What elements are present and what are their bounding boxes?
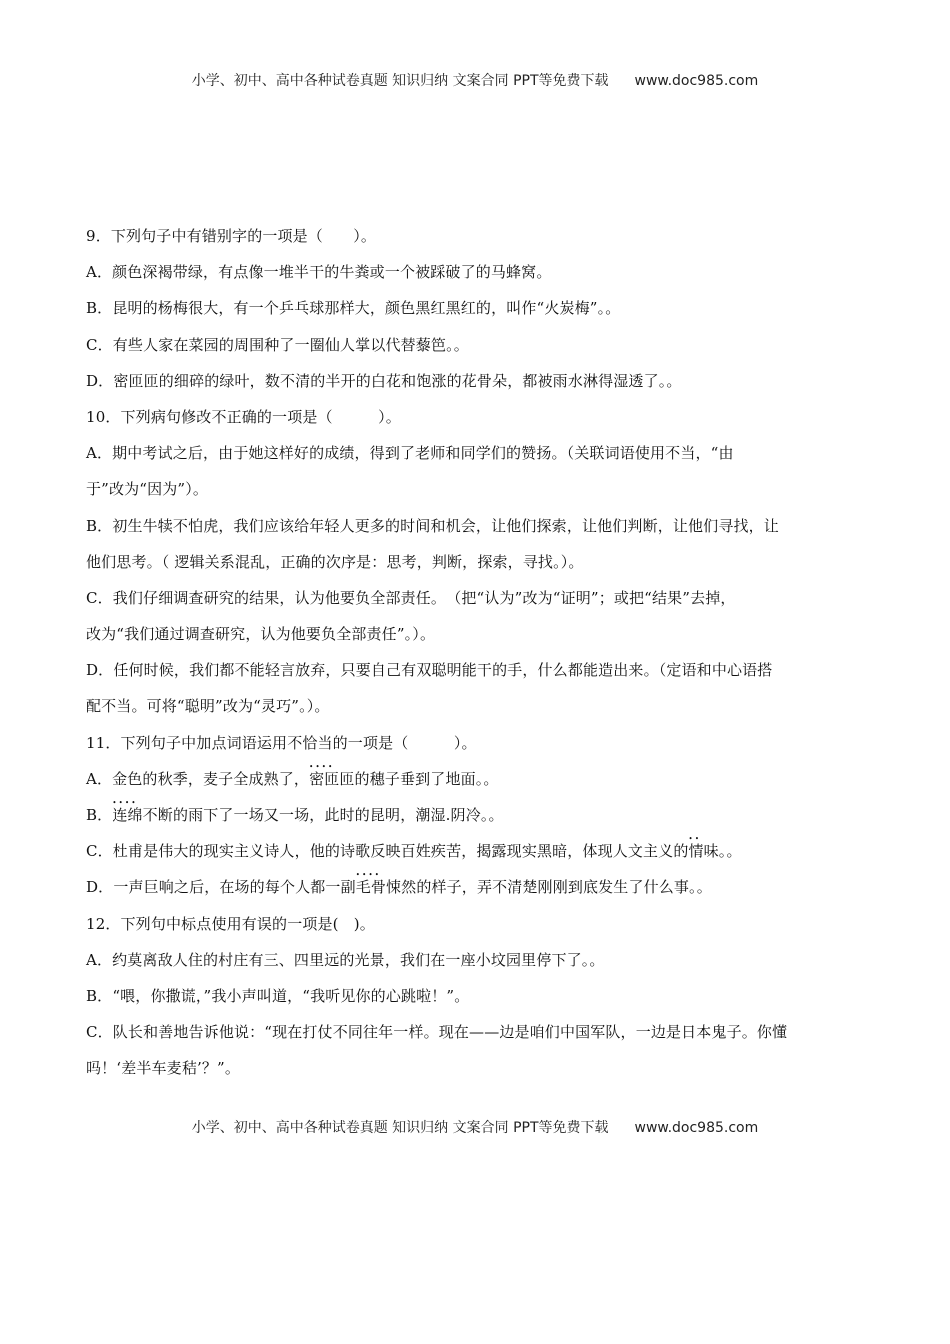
q11-c-emphasized-word: • • 情味 xyxy=(688,833,718,869)
q11-option-a xyxy=(86,761,866,797)
q10-option-d-line2: 配不当。可将“聪明”改为“灵巧”。）。 xyxy=(86,697,330,716)
q10-option-a-line2: 于”改为“因为”）。 xyxy=(86,480,209,499)
q11-b-text: B． xyxy=(86,806,113,824)
q9-option-d: D．密匝匝的细碎的绿叶，数不清的半开的白花和饱涨的花骨朵，都被雨水淋得湿透了。。 xyxy=(86,371,682,390)
footer-url[interactable]: www.doc985.com xyxy=(634,1120,759,1136)
q12-option-c-line1: C．队长和善地告诉他说：“现在打仗不同往年一样。现在——边是咱们中国军队，一边是日本鬼子。你懂 xyxy=(86,1023,788,1042)
q11-a-text-end: 的穗子垂到了地面。。 xyxy=(354,769,499,788)
q11-option-b xyxy=(86,797,866,833)
q12-option-b: B．“喂，你撒谎，”我小声叫道，“我听见你的心跳啦！”。 xyxy=(86,986,470,1005)
footer-text: 小学、初中、高中各种试卷真题 知识归纳 文案合同 PPT等免费下载 xyxy=(191,1120,609,1136)
q10-option-d-line1: D．任何时候，我们都不能轻言放弃，只要自己有双聪明能干的手，什么都能造出来。（定语和中心语搭 xyxy=(86,661,773,680)
header-url[interactable]: www.doc985.com xyxy=(634,73,759,89)
q11-b-emphasized-word: • • • • 连绵不断 xyxy=(112,797,173,833)
q11-stem: 11．下列句子中加点词语运用不恰当的一项是（ ）。 xyxy=(86,733,477,752)
q9-stem: 9．下列句子中有错别字的一项是（ ）。 xyxy=(86,227,377,245)
q10-option-b-line1: B．初生牛犊不怕虎，我们应该给年轻人更多的时间和机会，让他们探索，让他们判断，让他们寻找，让 xyxy=(86,516,779,535)
q11-d-emphasized-word: • • • • 毛骨悚然 xyxy=(356,869,417,905)
page-footer-banner xyxy=(0,1117,950,1137)
q11-c-text-end: 。。 xyxy=(718,842,742,861)
q11-a-emphasized-word: • • • • 密匝匝 xyxy=(309,761,354,797)
q10-option-a-line1: A．期中考试之后，由于她这样好的成绩，得到了老师和同学们的赞扬。（关联词语使用不当，“由 xyxy=(86,444,734,463)
q9-option-b: B．昆明的杨梅很大，有一个乒乓球那样大，颜色黑红黑红的，叫作“火炭梅”。。 xyxy=(86,299,621,318)
q11-d-text-end: 的样子，弄不清楚刚刚到底发生了什么事。。 xyxy=(416,878,712,897)
q10-option-c-line2: 改为“我们通过调查研究，认为他要负全部责任”。）。 xyxy=(86,625,436,644)
q9-option-c: C．有些人家在菜园的周围种了一圈仙人掌以代替藜笆。。 xyxy=(86,335,469,354)
q11-b-text-end: 的雨下了一场又一场，此时的昆明，潮湿.阴冷。。 xyxy=(172,806,504,824)
question-content xyxy=(86,218,866,1087)
page-header-banner xyxy=(0,70,950,90)
q12-stem: 12．下列句中标点使用有误的一项是( )。 xyxy=(86,914,375,933)
q9-option-a: A．颜色深褐带绿，有点像一堆半干的牛粪或一个被踩破了的马蜂窝。 xyxy=(86,263,552,282)
q10-option-c-line1: C．我们仔细调查研究的结果，认为他要负全部责任。 （把“认为”改为“证明”；或把“结果”去掉， xyxy=(86,588,736,607)
q10-stem: 10．下列病句修改不正确的一项是（ ）。 xyxy=(86,407,401,426)
q12-option-c-line2: 吗！‘差半车麦秸’？”。 xyxy=(86,1059,241,1078)
q12-option-a: A．约莫离敌人住的村庄有三、四里远的光景，我们在一座小坟园里停下了。。 xyxy=(86,950,605,969)
q11-a-text: A．金色的秋季，麦子全成熟了， xyxy=(86,769,310,788)
q11-option-d xyxy=(86,869,866,905)
q10-option-b-line2: 他们思考。（ 逻辑关系混乱，正确的次序是：思考，判断，探索，寻找。）。 xyxy=(86,552,584,571)
q11-option-c xyxy=(86,833,866,869)
q11-d-text: D．一声巨响之后，在场的每个人都一副 xyxy=(86,878,356,897)
q11-c-text: C．杜甫是伟大的现实主义诗人，他的诗歌反映百姓疾苦，揭露现实黑暗，体现人文主义的 xyxy=(86,842,689,861)
header-text: 小学、初中、高中各种试卷真题 知识归纳 文案合同 PPT等免费下载 xyxy=(191,73,609,89)
